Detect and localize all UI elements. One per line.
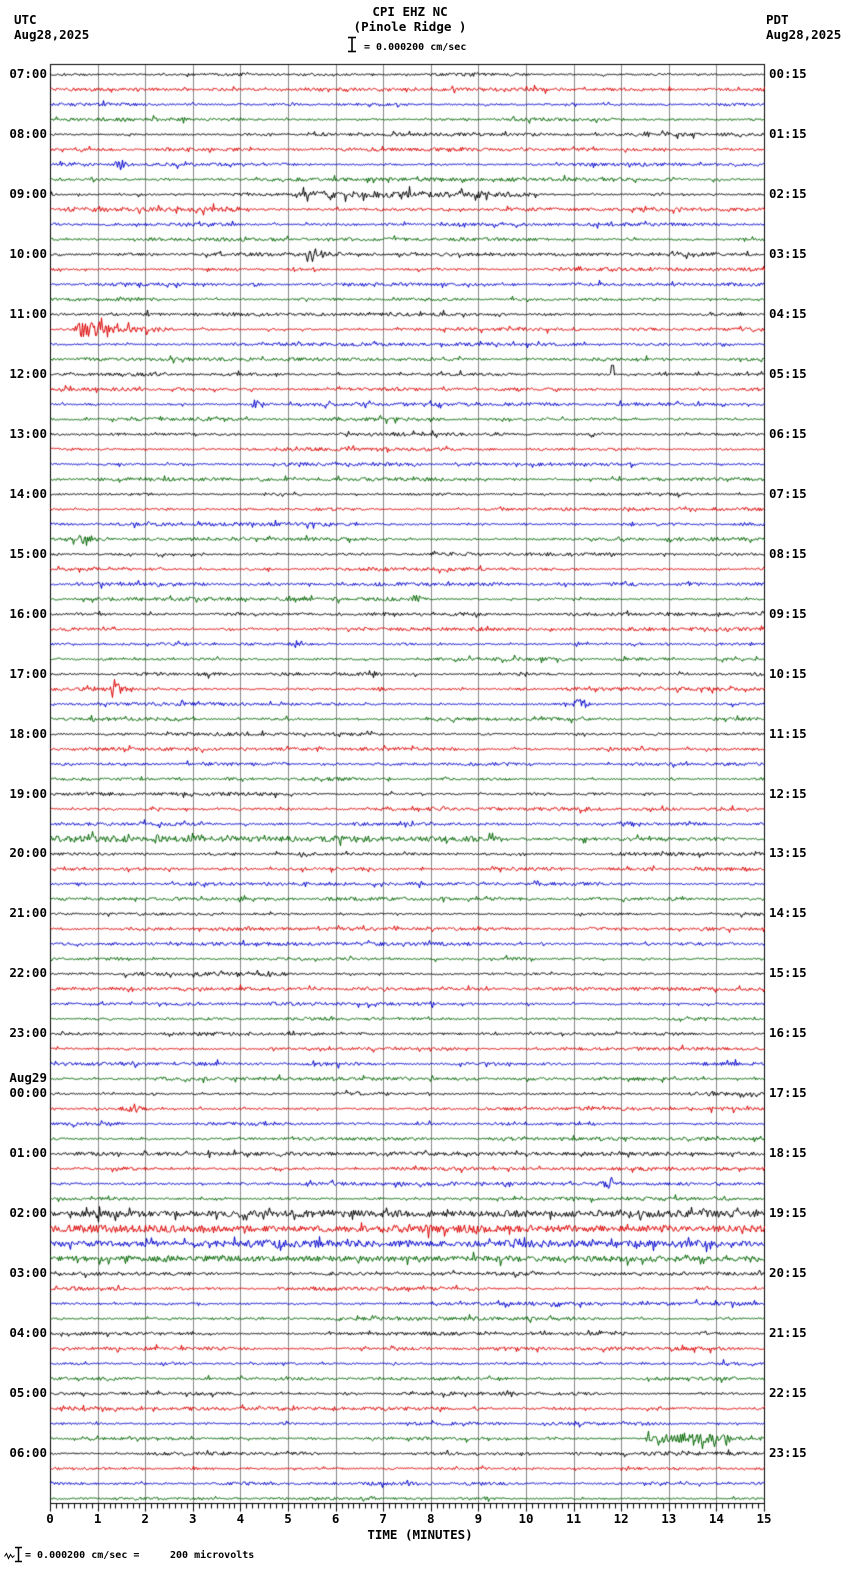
pdt-row-label: 09:15: [769, 605, 807, 621]
pdt-row-label: 11:15: [769, 725, 807, 741]
pdt-row-label: 01:15: [769, 125, 807, 141]
x-tick-label: 8: [427, 1511, 435, 1526]
utc-row-label: 23:00: [9, 1025, 47, 1041]
utc-row-label: 02:00: [9, 1205, 47, 1221]
scale-bar-icon: [347, 36, 357, 53]
station-subtitle: (Pinole Ridge ): [353, 19, 467, 34]
x-tick-label: 15: [756, 1511, 772, 1526]
pdt-row-label: 21:15: [769, 1325, 807, 1341]
pdt-row-label: 10:15: [769, 665, 807, 681]
utc-row-label: 12:00: [9, 365, 47, 381]
pdt-row-label: 13:15: [769, 845, 807, 861]
x-tick-label: 14: [708, 1511, 724, 1526]
utc-row-label: 19:00: [9, 785, 47, 801]
pdt-row-label: 18:15: [769, 1145, 807, 1161]
utc-row-label: 05:00: [9, 1385, 47, 1401]
utc-row-label: 20:00: [9, 845, 47, 861]
pdt-row-label: 03:15: [769, 245, 807, 261]
pdt-row-label: 16:15: [769, 1025, 807, 1041]
pdt-row-label: 17:15: [769, 1085, 807, 1101]
footer-scale-text: = 0.000200 cm/sec =: [25, 1550, 140, 1561]
x-axis-title: TIME (MINUTES): [367, 1527, 473, 1542]
right-timezone-label: PDT: [766, 12, 789, 27]
utc-row-label: 11:00: [9, 305, 47, 321]
x-tick-label: 3: [189, 1511, 197, 1526]
left-date-label: Aug28,2025: [14, 27, 90, 42]
utc-row-label: 08:00: [9, 125, 47, 141]
utc-row-label: 06:00: [9, 1445, 47, 1461]
x-tick-label: 2: [141, 1511, 149, 1526]
pdt-row-label: 02:15: [769, 185, 807, 201]
pdt-row-label: 05:15: [769, 365, 807, 381]
utc-row-label: 21:00: [9, 905, 47, 921]
utc-row-label: 10:00: [9, 245, 47, 261]
station-title: CPI EHZ NC: [372, 4, 448, 19]
footer-scale-value: 200 microvolts: [170, 1550, 255, 1561]
pdt-row-label: 22:15: [769, 1385, 807, 1401]
utc-row-label: 03:00: [9, 1265, 47, 1281]
left-timezone-label: UTC: [14, 12, 37, 27]
pdt-row-label: 19:15: [769, 1205, 807, 1221]
pdt-row-label: 14:15: [769, 905, 807, 921]
x-tick-label: 11: [566, 1511, 582, 1526]
utc-row-label: 07:00: [9, 66, 47, 81]
utc-row-label: 14:00: [9, 485, 47, 501]
right-date-label: Aug28,2025: [766, 27, 842, 42]
utc-row-label: 16:00: [9, 605, 47, 621]
utc-row-label: 18:00: [9, 725, 47, 741]
utc-row-label: 01:00: [9, 1145, 47, 1161]
utc-row-label: 04:00: [9, 1325, 47, 1341]
x-tick-label: 1: [93, 1511, 102, 1526]
pdt-row-label: 00:15: [769, 66, 807, 81]
pdt-row-label: 07:15: [769, 485, 807, 501]
scale-bar-icon: [14, 1546, 23, 1563]
x-tick-label: 13: [661, 1511, 677, 1526]
utc-row-label: 17:00: [9, 665, 47, 681]
pdt-row-label: 06:15: [769, 425, 807, 441]
x-tick-label: 12: [613, 1511, 629, 1526]
x-tick-label: 0: [46, 1511, 54, 1526]
x-tick-label: 4: [236, 1511, 245, 1526]
utc-row-label: 22:00: [9, 965, 47, 981]
x-tick-label: 6: [331, 1511, 340, 1526]
utc-row-label: 15:00: [9, 545, 47, 561]
pdt-row-label: 08:15: [769, 545, 807, 561]
pdt-row-label: 04:15: [769, 305, 807, 321]
header-scale-label: = 0.000200 cm/sec: [364, 42, 467, 53]
pdt-row-label: 20:15: [769, 1265, 807, 1281]
x-tick-label: 9: [474, 1511, 483, 1526]
pdt-row-label: 23:15: [769, 1445, 807, 1461]
x-tick-label: 10: [518, 1511, 534, 1526]
utc-row-label: 13:00: [9, 425, 47, 441]
x-tick-label: 7: [379, 1511, 387, 1526]
utc-row-label: 09:00: [9, 185, 47, 201]
utc-row-label: 00:00: [9, 1085, 47, 1101]
utc-date-break-label: Aug29: [9, 1070, 47, 1086]
pdt-row-label: 12:15: [769, 785, 807, 801]
x-tick-label: 5: [284, 1511, 292, 1526]
pdt-row-label: 15:15: [769, 965, 807, 981]
